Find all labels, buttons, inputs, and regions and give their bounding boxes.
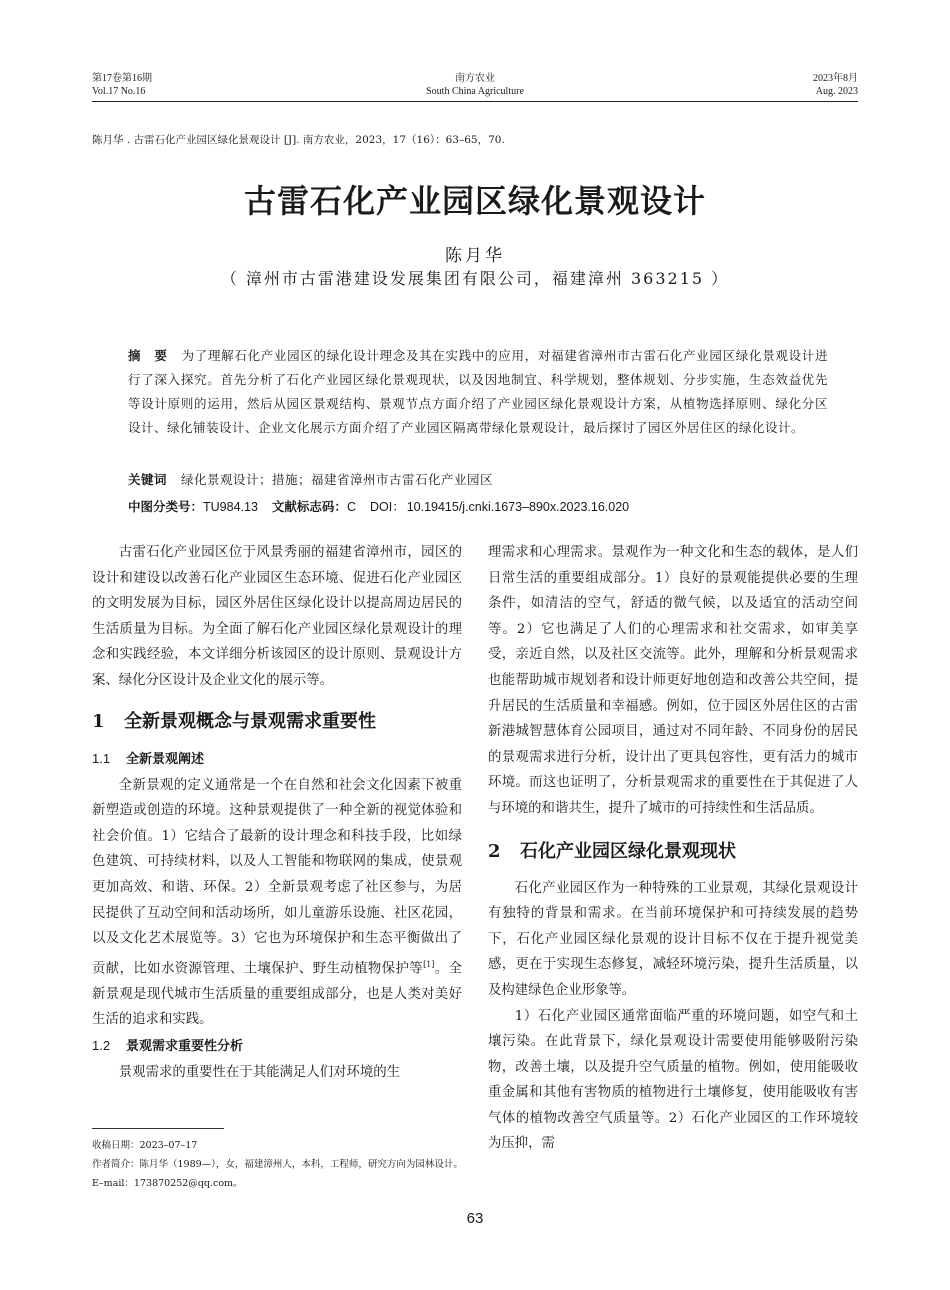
header-rule	[92, 101, 858, 102]
clc-label: 中图分类号：	[128, 500, 204, 514]
subsection-title: 景观需求重要性分析	[126, 1038, 244, 1054]
paragraph-text: 。全新景观是现代城市生活质量的重要组成部分，也是人类对美好生活的追求和实践。	[92, 961, 463, 1028]
section-number: 1	[92, 710, 105, 732]
doc-code-value: C	[346, 500, 356, 514]
section-title: 石化产业园区绿化景观现状	[520, 840, 736, 862]
author-bio: 作者简介：陈月华（1989—），女，福建漳州人，本科，工程师，研究方向为园林设计。E–mail：173870252@qq.com。	[92, 1159, 463, 1189]
footnote-rule	[92, 1128, 224, 1129]
subsection-number: 1.2	[92, 1037, 111, 1053]
section-title: 全新景观概念与景观需求重要性	[124, 710, 376, 732]
subsection-heading-1-2	[92, 1033, 462, 1060]
doi-label: DOI：	[369, 500, 405, 514]
subsection-number: 1.1	[92, 750, 111, 766]
classification-line	[128, 497, 643, 515]
issue-date: 2023年8月	[813, 73, 858, 84]
doi-value: 10.19415/j.cnki.1673–890x.2023.16.020	[406, 500, 630, 514]
running-header-right	[813, 72, 858, 98]
subsection-heading-1-1	[92, 746, 462, 773]
reference-marker[interactable]: [1]	[423, 959, 435, 969]
paragraph-continued: 理需求和心理需求。景观作为一种文化和生态的载体，是人们日常生活的重要组成部分。1）良好的景观能提供必要的生理条件，如清洁的空气，舒适的微气候，以及适宜的活动空间等。2）它也满足了人们的心理需求和社交需求，如审美享受，亲近自然，以及社区交流等。此外，理解和分析景观需求也能帮助城市规划者和设计师更好地创造和改善公共空间，提升居民的生活质量和幸福感。例如，位于园区外居住区的古雷新港城智慧体育公园项目，通过对不同年龄、不同身份的居民的景观需求进行分析，设计出了更具包容性，更有活力的城市环境。而这也证明了，分析景观需求的重要性在于其促进了人与环境的和谐共生，提升了城市的可持续性和生活品质。	[488, 545, 858, 816]
keywords-label: 关键词	[128, 472, 168, 487]
body-column-right	[488, 540, 858, 1157]
abstract-text: 为了理解石化产业园区的绿化设计理念及其在实践中的应用，对福建省漳州市古雷石化产业园区绿化景观设计进行了深入探究。首先分析了石化产业园区绿化景观现状，以及因地制宜、科学规划，整体规划、分步实施，生态效益优先等设计原则的运用，然后从园区景观结构、景观节点方面介绍了产业园区绿化景观设计方案，从植物选择原则、绿化分区设计、绿化铺装设计、企业文化展示方面介绍了产业园区隔离带绿化景观设计，最后探讨了园区外居住区的绿化设计。	[128, 348, 828, 435]
section-heading-2	[488, 838, 858, 866]
paper-title: 古雷石化产业园区绿化景观设计	[243, 182, 706, 220]
author-affiliation: （ 漳州市古雷港建设发展集团有限公司，福建漳州 363215 ）	[220, 269, 730, 288]
abstract	[128, 344, 828, 440]
citation-line: 陈月华 . 古雷石化产业园区绿化景观设计 [J]. 南方农业，2023，17（16）：63–65，70.	[92, 134, 505, 146]
intro-paragraph: 古雷石化产业园区位于风景秀丽的福建省漳州市，园区的设计和建设以改善石化产业园区生态环境、促进石化产业园区的文明发展为目标，园区外居住区绿化设计以提高周边居民的生活质量为目标。为全面了解石化产业园区绿化景观设计的理念和实践经验，本文详细分析该园区的设计原则、景观设计方案、绿化分区设计及企业文化的展示等。	[92, 545, 462, 688]
paragraph: 景观需求的重要性在于其能满足人们对环境的生	[118, 1064, 400, 1080]
running-header-center	[0, 72, 950, 98]
volume-issue-en: Vol.17 No.16	[92, 86, 146, 97]
abstract-label: 摘 要	[128, 348, 168, 363]
keywords	[128, 470, 493, 488]
clc-value: TU984.13	[203, 500, 258, 514]
paragraph-text: 全新景观的定义通常是一个在自然和社会文化因素下被重新塑造或创造的环境。这种景观提供了一种全新的视觉体验和社会价值。1）它结合了最新的设计理念和科技手段，比如绿色建筑、可持续材料，以及人工智能和物联网的集成，使景观更加高效、和谐、环保。2）全新景观考虑了社区参与，为居民提供了互动空间和活动场所，如儿童游乐设施、社区花园，以及文化艺术展览等。3）它也为环境保护和生态平衡做出了贡献，比如水资源管理、土壤保护、野生动植物保护等	[92, 777, 462, 977]
footnotes	[92, 1136, 464, 1193]
paragraph: 石化产业园区作为一种特殊的工业景观，其绿化景观设计有独特的背景和需求。在当前环境保护和可持续发展的趋势下，石化产业园区绿化景观的设计目标不仅在于提升视觉美感，更在于实现生态修复，减轻环境污染，提升生活质量，以及构建绿色企业形象等。	[488, 880, 858, 998]
volume-issue: 第17卷第16期	[92, 73, 152, 84]
issue-date-en: Aug. 2023	[815, 86, 858, 97]
paragraph: 1）石化产业园区通常面临严重的环境问题，如空气和土壤污染。在此背景下，绿化景观设计需要使用能够吸附污染物，改善土壤，以及提升空气质量的植物。例如，使用能吸收重金属和其他有害物质的植物进行土壤修复，使用能吸收有害气体的植物改善空气质量等。2）石化产业园区的工作环境较为压抑，需	[488, 1008, 858, 1152]
page-number: 63	[466, 1210, 484, 1227]
section-heading-1	[92, 708, 462, 736]
paragraph	[92, 773, 462, 1033]
keywords-text: 绿化景观设计；措施；福建省漳州市古雷石化产业园区	[181, 472, 494, 487]
journal-name-en: South China Agriculture	[426, 86, 524, 97]
section-number: 2	[488, 840, 501, 862]
received-date: 收稿日期：2023–07–17	[92, 1140, 198, 1151]
author-name: 陈月华	[445, 246, 505, 266]
subsection-title: 全新景观阐述	[126, 751, 205, 767]
body-column-left	[92, 540, 462, 1086]
journal-name: 南方农业	[455, 73, 495, 84]
doc-code-label: 文献标志码：	[271, 500, 347, 514]
